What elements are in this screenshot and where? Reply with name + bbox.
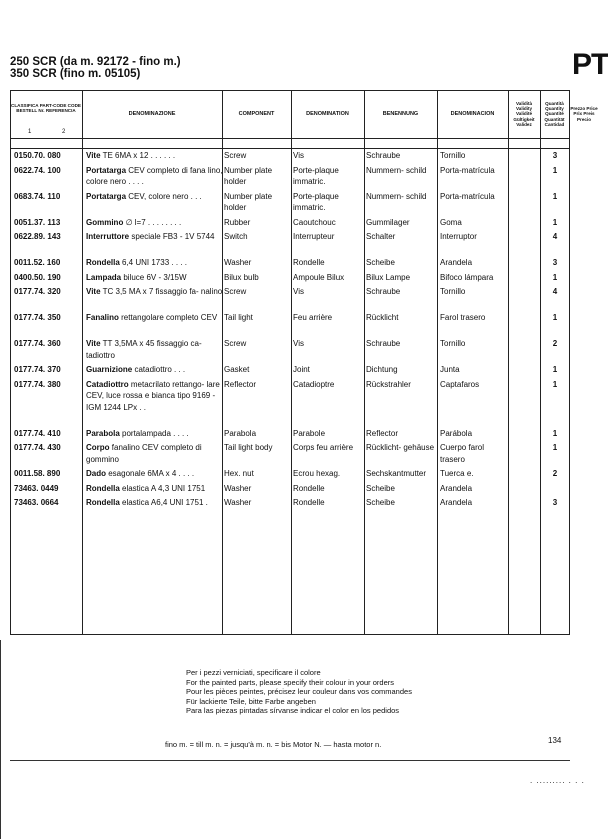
italian-name: Portatarga — [86, 191, 127, 201]
italian-description — [86, 165, 224, 188]
english-component: Tail light body — [224, 443, 273, 452]
section-code: PT — [572, 48, 608, 81]
header-col1: 1 — [28, 129, 32, 135]
part-code: 0177.74. 430 — [14, 443, 61, 452]
italian-description — [86, 379, 224, 414]
german-benennung: Rücklicht- gehäuse — [366, 443, 435, 452]
italian-detail: catadiottro . . . — [132, 365, 186, 374]
italian-detail: TE 6MA x 12 . . . . . . — [100, 151, 176, 160]
italian-detail: TT 3,5MA x 45 fissaggio ca- tadiottro — [86, 339, 202, 360]
french-denomination: Porte-plaque immatric. — [293, 191, 339, 212]
spanish-denominacion: Cuerpo farol trasero — [440, 443, 485, 464]
header-bottom-border — [10, 138, 570, 139]
french-denomination: Caoutchouc — [293, 217, 336, 227]
german-benennung: Scheibe — [366, 483, 395, 493]
french-denomination: Interrupteur — [293, 232, 335, 241]
part-code: 0177.74. 350 — [14, 313, 61, 322]
english-component: Switch — [224, 232, 248, 241]
header-col2: 2 — [62, 129, 66, 135]
italian-description — [86, 338, 224, 361]
italian-name: Lampada — [86, 272, 122, 282]
header-denominacion: DENOMINACION — [450, 111, 495, 117]
header-rule — [10, 148, 570, 149]
quantity: 1 — [552, 165, 558, 175]
french-denomination: Ecrou hexag. — [293, 469, 341, 478]
part-code: 0622.74. 100 — [14, 165, 61, 175]
page-number: 134 — [548, 736, 562, 745]
italian-name: Rondella — [86, 498, 120, 507]
spanish-denominacion: Arandela — [440, 258, 473, 267]
german-benennung: Gummilager — [366, 217, 410, 227]
bottom-mark: . ......... . . . — [530, 776, 585, 785]
english-component: Hex. nut — [224, 469, 254, 478]
painted-parts-note — [186, 668, 412, 716]
quantity: 1 — [552, 191, 558, 201]
italian-detail: CEV completo di fana lino, colore nero . . . . — [86, 165, 223, 186]
english-component: Screw — [224, 287, 247, 296]
note-line: Pour les pièces peintes, précisez leur couleur dans vos commandes — [186, 687, 412, 696]
german-benennung: Schraube — [366, 287, 401, 296]
note-line: For the painted parts, please specify their colour in your orders — [186, 677, 395, 687]
header-benennung: BENENNUNG — [382, 111, 419, 117]
note-line: Para las piezas pintadas sírvanse indicar el color en los pedidos — [186, 706, 400, 715]
italian-description — [86, 442, 224, 465]
german-benennung: Bilux Lampe — [366, 272, 411, 282]
spanish-denominacion: Arandela — [440, 498, 473, 507]
model-title-350: 350 SCR (fino m. 05105) — [10, 68, 141, 80]
spanish-denominacion: Parábola — [440, 428, 473, 438]
french-denomination: Vis — [293, 339, 304, 348]
parts-table — [10, 90, 598, 635]
italian-detail: CEV, colore nero . . . — [126, 191, 202, 201]
col-border — [540, 90, 541, 635]
part-code: 73463. 0664 — [14, 498, 59, 507]
spanish-denominacion: Arandela — [440, 483, 473, 493]
italian-description — [86, 231, 224, 243]
italian-name: Interruttore — [86, 232, 130, 241]
model-title-250: 250 SCR (da m. 92172 - fino m.) — [10, 56, 181, 68]
german-benennung: Rückstrahler — [366, 379, 411, 389]
italian-description — [86, 364, 224, 376]
italian-name: Rondella — [86, 483, 120, 493]
english-component: Tail light — [224, 313, 253, 322]
quantity: 2 — [552, 469, 558, 478]
header-price: Prezzo Price Prix Preis Precio — [570, 106, 598, 122]
italian-description — [86, 497, 224, 509]
italian-detail: TC 3,5 MA x 7 fissaggio fa- nalino — [100, 287, 223, 296]
part-code: 0177.74. 380 — [14, 379, 61, 389]
italian-name: Fanalino — [86, 313, 119, 322]
french-denomination: Ampoule Bilux — [293, 272, 345, 282]
italian-name: Vite — [86, 287, 101, 296]
french-denomination: Catadioptre — [293, 379, 335, 389]
part-code: 0150.70. 080 — [14, 151, 61, 160]
spanish-denominacion: Tuerca e. — [440, 469, 474, 478]
italian-detail: ∅ l=7 . . . . . . . . — [123, 217, 182, 227]
spanish-denominacion: Captafaros — [440, 379, 480, 389]
spanish-denominacion: Bifoco lámpara — [440, 272, 494, 282]
quantity: 4 — [552, 287, 558, 296]
english-component: Gasket — [224, 365, 250, 374]
german-benennung: Schraube — [366, 151, 401, 160]
col-border — [82, 90, 83, 635]
spanish-denominacion: Tornillo — [440, 339, 466, 348]
quantity: 2 — [552, 339, 558, 348]
italian-description — [86, 312, 224, 324]
english-component: Washer — [224, 483, 252, 493]
italian-name: Guarnizione — [86, 365, 133, 374]
part-code: 73463. 0449 — [14, 483, 59, 493]
part-code: 0177.74. 360 — [14, 339, 61, 348]
part-code: 0011.58. 890 — [14, 469, 61, 478]
part-code: 0011.52. 160 — [14, 258, 61, 267]
italian-name: Vite — [86, 339, 101, 348]
german-benennung: Sechskantmutter — [366, 469, 427, 478]
header-denomination: DENOMINATION — [306, 111, 349, 117]
spanish-denominacion: Porta-matrícula — [440, 191, 495, 201]
german-benennung: Dichtung — [366, 365, 398, 374]
english-component: Screw — [224, 339, 247, 348]
quantity: 3 — [552, 498, 558, 507]
italian-name: Gommino — [86, 217, 124, 227]
footer-rule — [10, 760, 570, 761]
italian-name: Dado — [86, 469, 106, 478]
part-code: 0051.37. 113 — [14, 217, 61, 227]
english-component: Rubber — [224, 217, 251, 227]
page-edge-line — [0, 640, 1, 839]
quantity: 1 — [552, 272, 558, 282]
quantity: 1 — [552, 217, 558, 227]
english-component: Parabola — [224, 428, 257, 438]
col-border — [10, 90, 11, 635]
italian-detail: esagonale 6MA x 4 . . . . — [106, 469, 195, 478]
spanish-denominacion: Tornillo — [440, 151, 466, 160]
spanish-denominacion: Goma — [440, 217, 462, 227]
english-component: Number plate holder — [224, 191, 273, 212]
italian-description — [86, 191, 224, 203]
italian-name: Vite — [86, 151, 101, 160]
italian-name: Catadiottro — [86, 379, 129, 389]
col-border — [569, 90, 570, 635]
part-code: 0400.50. 190 — [14, 272, 61, 282]
italian-detail: rettangolare completo CEV — [118, 313, 218, 322]
part-code: 0177.74. 370 — [14, 365, 61, 374]
french-denomination: Porte-plaque immatric. — [293, 165, 339, 186]
spanish-denominacion: Farol trasero — [440, 313, 486, 322]
header-denominazione: DENOMINAZIONE — [128, 111, 176, 117]
italian-name: Parabola — [86, 428, 120, 438]
note-line: Für lackierte Teile, bitte Farbe angeben — [186, 696, 316, 706]
english-component: Bilux bulb — [224, 272, 259, 282]
italian-description — [86, 257, 224, 269]
quantity: 1 — [552, 313, 558, 322]
italian-detail: elastica A 4,3 UNI 1751 — [119, 483, 206, 493]
german-benennung: Scheibe — [366, 498, 395, 507]
part-code: 0177.74. 320 — [14, 287, 61, 296]
italian-description — [86, 286, 224, 298]
quantity: 1 — [552, 379, 558, 389]
quantity: 1 — [552, 365, 558, 374]
italian-detail: metacrilato rettango- lare CEV, luce rossa e bianca tipo 9169 - IGM 1244 LPx . . — [86, 379, 220, 412]
quantity: 4 — [552, 232, 558, 241]
italian-name: Rondella — [86, 258, 120, 267]
part-code: 0683.74. 110 — [14, 191, 61, 201]
german-benennung: Rücklicht — [366, 313, 399, 322]
quantity: 1 — [552, 443, 558, 452]
footer-legend: fino m. = till m. n. = jusqu'à m. n. = bis Motor N. — hasta motor n. — [165, 740, 382, 749]
german-benennung: Schraube — [366, 339, 401, 348]
italian-description — [86, 468, 224, 480]
german-benennung: Reflector — [366, 428, 399, 438]
spanish-denominacion: Junta — [440, 365, 460, 374]
german-benennung: Nummern- schild — [366, 191, 427, 201]
italian-detail: elastica A6,4 UNI 1751 . — [119, 498, 208, 507]
part-code: 0622.89. 143 — [14, 232, 61, 241]
english-component: Washer — [224, 498, 252, 507]
english-component: Number plate holder — [224, 165, 273, 186]
quantity: 3 — [552, 258, 558, 267]
italian-detail: biluce 6V - 3/15W — [121, 272, 187, 282]
french-denomination: Corps feu arrière — [293, 443, 354, 452]
french-denomination: Feu arrière — [293, 313, 333, 322]
table-bottom-border — [10, 634, 570, 635]
italian-name: Corpo — [86, 443, 110, 452]
header-quantity: Quantità Quantity Quantité Quantität Cantidad — [544, 100, 565, 127]
header-component: COMPONENT — [238, 111, 275, 117]
english-component: Screw — [224, 151, 247, 160]
french-denomination: Joint — [293, 365, 310, 374]
english-component: Reflector — [224, 379, 257, 389]
italian-description — [86, 272, 224, 284]
french-denomination: Parabole — [293, 428, 326, 438]
spanish-denominacion: Porta-matrícula — [440, 165, 495, 175]
english-component: Washer — [224, 258, 252, 267]
italian-description — [86, 150, 224, 162]
german-benennung: Scheibe — [366, 258, 395, 267]
italian-detail: portalampada . . . . — [119, 428, 189, 438]
quantity: 3 — [552, 151, 558, 160]
french-denomination: Vis — [293, 287, 304, 296]
french-denomination: Rondelle — [293, 258, 325, 267]
italian-detail: 6,4 UNI 1733 . . . . — [119, 258, 187, 267]
french-denomination: Rondelle — [293, 483, 325, 493]
italian-detail: fanalino CEV completo di gommino — [86, 443, 202, 464]
italian-description — [86, 483, 224, 495]
italian-description — [86, 428, 224, 440]
german-benennung: Nummern- schild — [366, 165, 427, 175]
italian-name: Portatarga — [86, 165, 127, 175]
spanish-denominacion: Tornillo — [440, 287, 466, 296]
quantity: 1 — [552, 428, 558, 438]
part-code: 0177.74. 410 — [14, 428, 61, 438]
french-denomination: Rondelle — [293, 498, 325, 507]
spanish-denominacion: Interruptor — [440, 232, 477, 241]
german-benennung: Schalter — [366, 232, 396, 241]
italian-detail: speciale FB3 - 1V 5744 — [129, 232, 215, 241]
italian-description — [86, 217, 224, 229]
header-validity: Validità Validity Validité Gültigkeit Validez — [513, 100, 535, 127]
header-classifica: CLASSIFICA PART-CODE CODE BESTELL Nr. REFERENCIA — [11, 102, 81, 113]
note-line: Per i pezzi verniciati, specificare il colore — [186, 668, 321, 677]
french-denomination: Vis — [293, 151, 304, 160]
